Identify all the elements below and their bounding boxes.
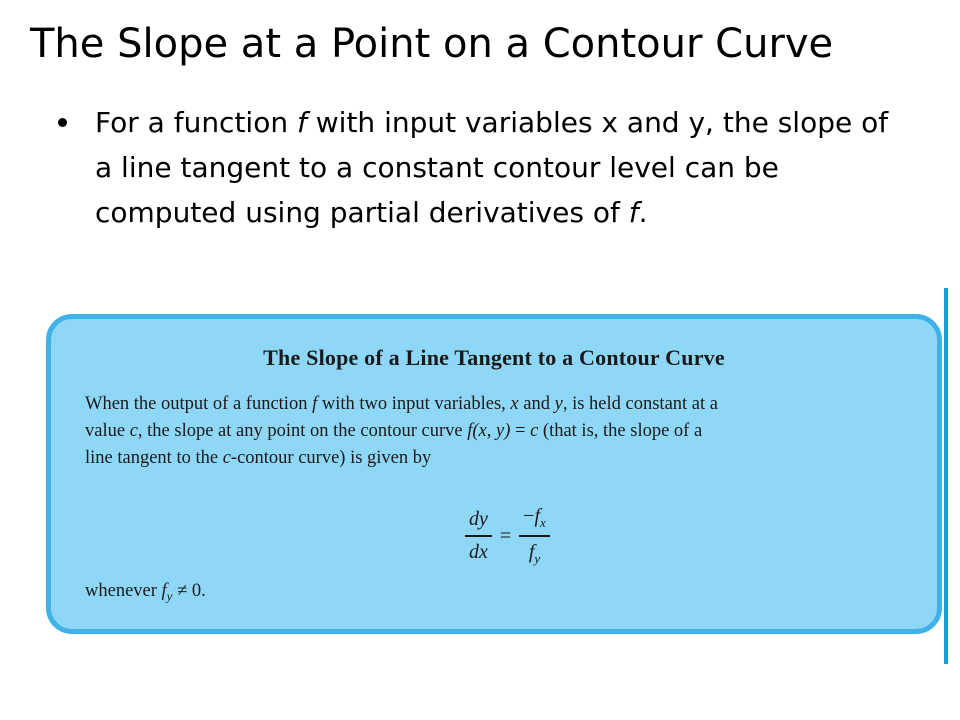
bullet-function-f: f [297, 106, 307, 139]
theorem-paragraph [85, 391, 915, 472]
slope-formula [465, 495, 550, 577]
lhs-denominator: dx [469, 540, 488, 563]
math-f: f [312, 394, 318, 414]
bullet-dot-icon [58, 118, 67, 127]
whenever-condition [85, 581, 206, 605]
bullet-list [55, 100, 905, 235]
theorem-line-3 [85, 445, 915, 472]
slide-title: The Slope at a Point on a Contour Curve [30, 21, 834, 67]
formula-equals: = [499, 524, 512, 547]
math-f: f [528, 540, 535, 563]
subscript-x: x [540, 515, 546, 531]
subscript-y: y [534, 550, 541, 566]
bullet-item [55, 100, 905, 235]
text-segment: with two input variables, [317, 394, 511, 414]
lhs-fraction [465, 508, 492, 564]
math-x: x [510, 394, 519, 414]
math-c: c [530, 421, 539, 441]
math-y: y [554, 394, 563, 414]
text-segment: value [85, 421, 130, 441]
rhs-fraction [519, 505, 550, 567]
text-segment: , is held constant at a [562, 394, 718, 414]
math-f: f [534, 505, 541, 528]
bullet-text-before: For a function [95, 106, 297, 139]
text-segment: When the output of a function [85, 394, 313, 414]
theorem-line-2 [85, 418, 915, 445]
bullet-text-end: . [638, 196, 648, 229]
minus-sign: − [523, 505, 535, 528]
rhs-denominator [525, 537, 544, 567]
theorem-box [46, 314, 942, 634]
text-segment: , the slope at any point on the contour curve [137, 421, 468, 441]
lhs-numerator: dy [469, 508, 488, 531]
text-segment: (that is, the slope of a [538, 421, 703, 441]
subscript-y: y [166, 588, 173, 604]
text-segment: -contour curve) is given by [230, 448, 432, 468]
theorem-line-1 [85, 391, 915, 418]
rhs-numerator [519, 505, 550, 535]
bullet-function-f2: f [628, 196, 639, 229]
math-fxy: f(x, y) [467, 421, 511, 441]
text-segment: ≠ 0. [172, 581, 206, 601]
math-c: c [129, 421, 138, 441]
bullet-text-middle: with input variables x and y, the slope of a line tangent to a constant contour level can be computed using partial derivatives of [95, 106, 889, 229]
math-f: f [161, 581, 167, 601]
theorem-title: The Slope of a Line Tangent to a Contour Curve [263, 345, 725, 370]
text-segment: whenever [85, 581, 162, 601]
vertical-rule [944, 288, 948, 664]
text-segment: and [518, 394, 555, 414]
math-equals: = [510, 421, 531, 441]
math-c: c [222, 448, 231, 468]
text-segment: line tangent to the [85, 448, 223, 468]
